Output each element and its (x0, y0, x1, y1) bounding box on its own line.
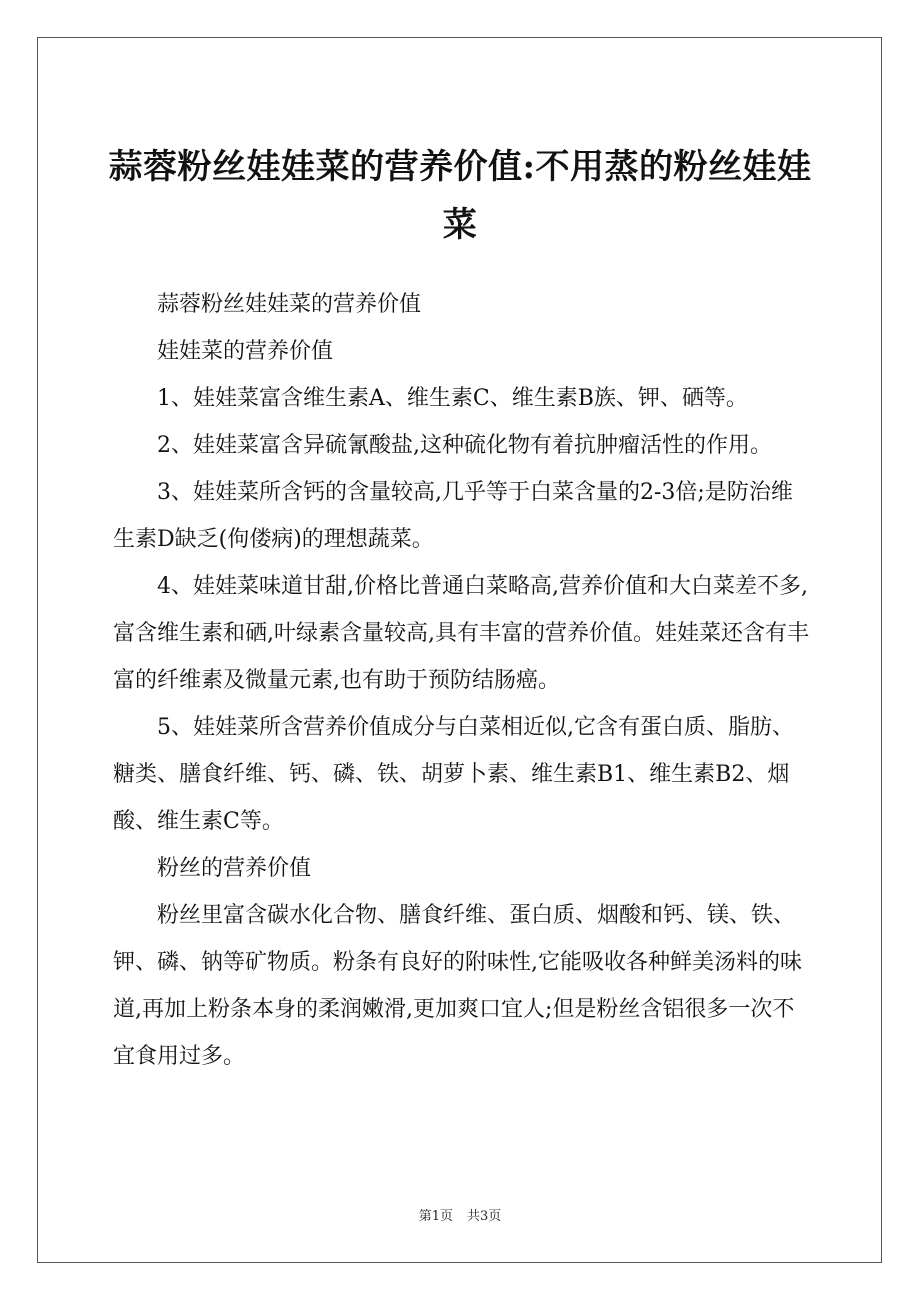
paragraph-item-2: 2、娃娃菜富含异硫氰酸盐,这种硫化物有着抗肿瘤活性的作用。 (157, 433, 772, 458)
paragraph-item-3: 3、娃娃菜所含钙的含量较高,几乎等于白菜含量的2-3倍;是防治维生素D缺乏(佝偻病)的理想蔬菜。 (113, 480, 793, 552)
paragraph-item-5: 5、娃娃菜所含营养价值成分与白菜相近似,它含有蛋白质、脂肪、糖类、膳食纤维、钙、磷、铁、胡萝卜素、维生素B1、维生素B2、烟酸、维生素C等。 (113, 715, 794, 834)
paragraph-heading-main: 蒜蓉粉丝娃娃菜的营养价值 (157, 292, 422, 317)
document-title: 蒜蓉粉丝娃娃菜的营养价值:不用蒸的粉丝娃娃菜 (108, 147, 812, 245)
paragraph-fensi-body: 粉丝里富含碳水化合物、膳食纤维、蛋白质、烟酸和钙、镁、铁、钾、磷、钠等矿物质。粉条有良好的附味性,它能吸收各种鲜美汤料的味道,再加上粉条本身的柔润嫩滑,更加爽口宜人;但是粉丝含铝很多一次不宜食用过多。 (113, 903, 802, 1069)
paragraph-item-1: 1、娃娃菜富含维生素A、维生素C、维生素B族、钾、硒等。 (157, 386, 748, 411)
paragraph-heading-wawacai: 娃娃菜的营养价值 (157, 339, 334, 364)
paragraph-heading-fensi: 粉丝的营养价值 (157, 856, 312, 881)
page-footer (0, 1205, 920, 1224)
total-pages-label: 共3页 (467, 1209, 502, 1224)
current-page-label: 第1页 (418, 1209, 453, 1224)
document-body (113, 281, 813, 1080)
paragraph-item-4: 4、娃娃菜味道甘甜,价格比普通白菜略高,营养价值和大白菜差不多,富含维生素和硒,叶绿素含量较高,具有丰富的营养价值。娃娃菜还含有丰富的纤维素及微量元素,也有助于预防结肠癌。 (113, 574, 809, 693)
